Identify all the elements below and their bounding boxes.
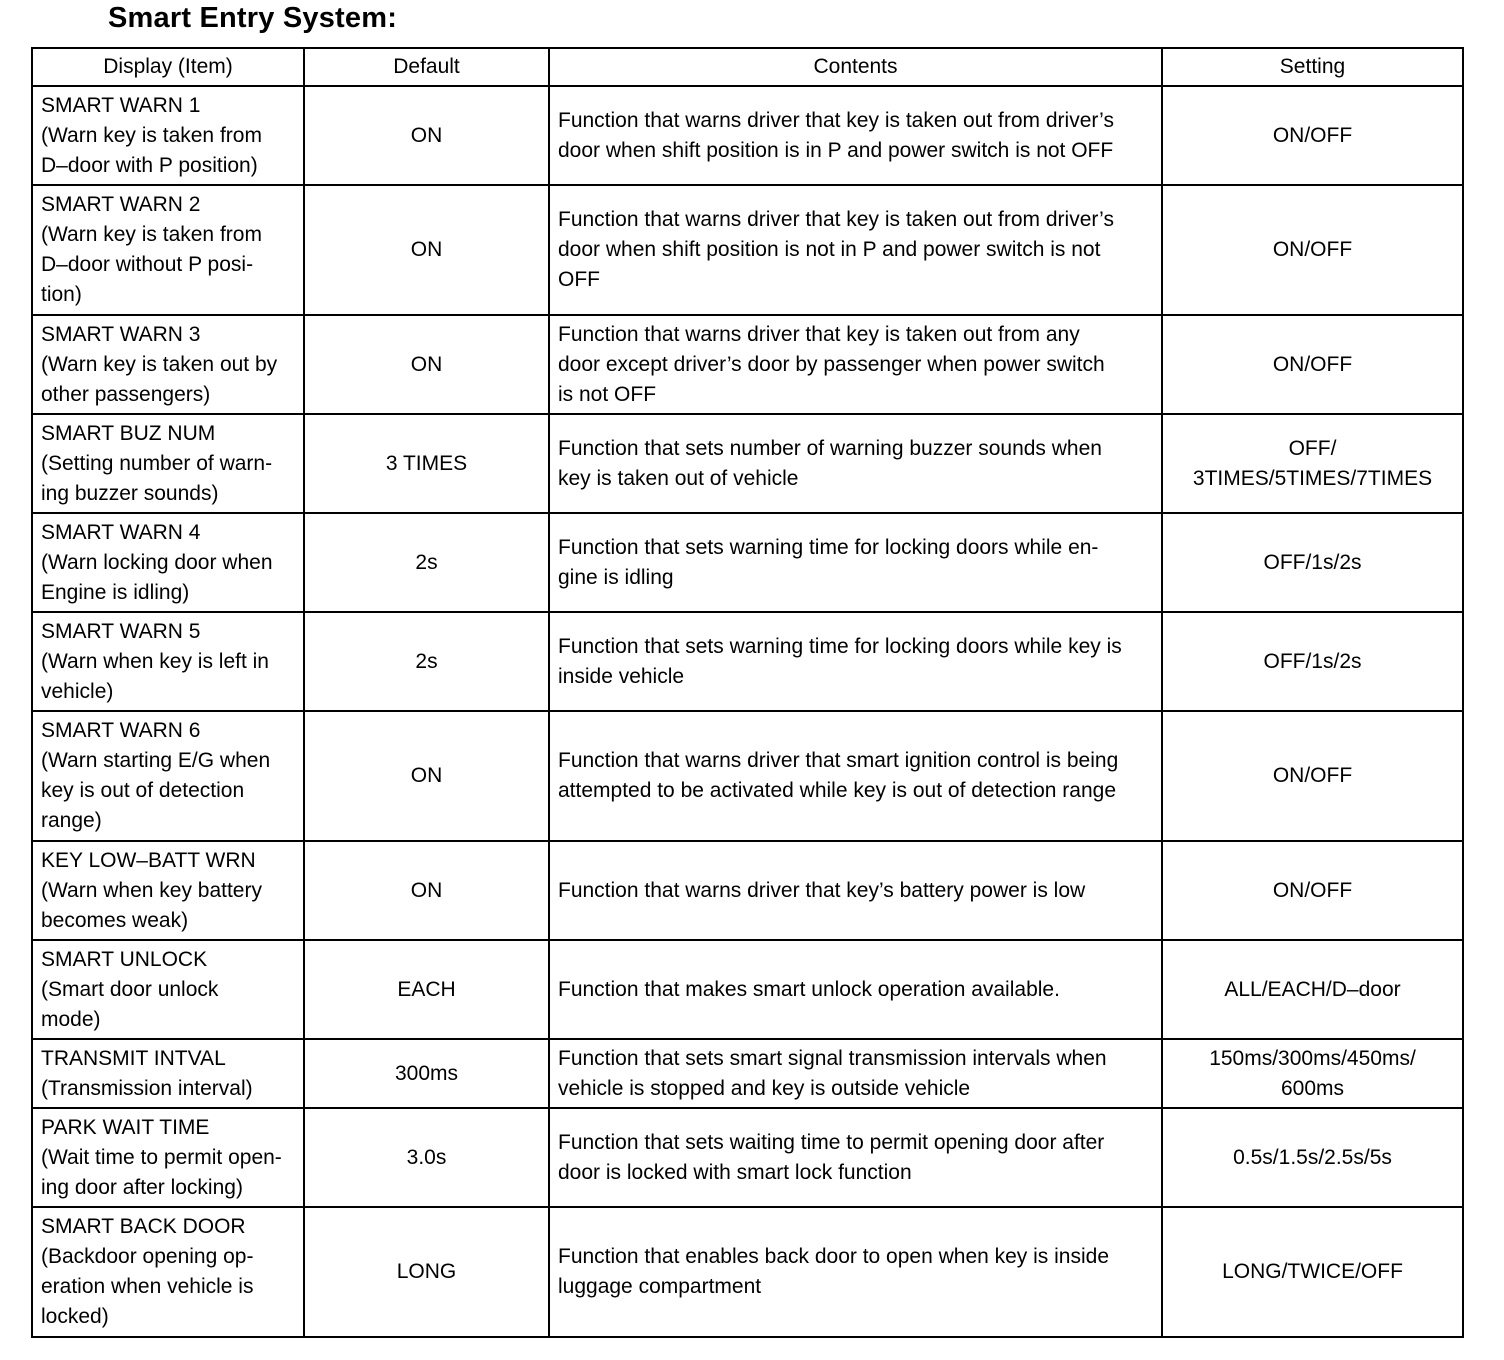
setting-cell-line: OFF/1s/2s bbox=[1263, 649, 1362, 673]
header-default: Default bbox=[304, 48, 549, 86]
default-cell bbox=[304, 841, 549, 940]
setting-cell-line: LONG/TWICE/OFF bbox=[1222, 1260, 1403, 1283]
display-item-cell-line: (Wait time to permit open- bbox=[41, 1145, 282, 1169]
contents-cell bbox=[549, 414, 1162, 513]
contents-cell-line: Function that warns driver that key is taken out from any bbox=[558, 322, 1080, 346]
contents-cell-line: Function that warns driver that smart ignition control is being bbox=[558, 749, 1119, 772]
display-item-cell bbox=[32, 86, 304, 185]
setting-cell bbox=[1162, 1108, 1463, 1207]
contents-cell bbox=[549, 841, 1162, 940]
contents-cell-line: inside vehicle bbox=[558, 664, 685, 688]
contents-cell-line: Function that makes smart unlock operation available. bbox=[558, 977, 1060, 1001]
display-item-cell-line: other passengers) bbox=[41, 382, 211, 406]
default-cell bbox=[304, 612, 549, 711]
setting-cell-line: ON/OFF bbox=[1272, 238, 1353, 261]
setting-cell-line: OFF/ bbox=[1288, 436, 1337, 460]
display-item-cell bbox=[32, 940, 304, 1039]
default-cell-line: ON bbox=[410, 764, 443, 787]
setting-cell bbox=[1162, 612, 1463, 711]
display-item-cell bbox=[32, 1039, 304, 1108]
display-item-cell-line: (Warn key is taken from bbox=[41, 123, 262, 147]
contents-cell-line: is not OFF bbox=[558, 382, 657, 406]
table-row bbox=[32, 185, 1463, 315]
contents-cell bbox=[549, 711, 1162, 841]
page-title: Smart Entry System: bbox=[108, 2, 398, 34]
display-item-cell-line: SMART WARN 4 bbox=[41, 520, 201, 544]
setting-cell-line: ON/OFF bbox=[1272, 764, 1353, 787]
default-cell-line: 2s bbox=[415, 550, 438, 574]
contents-cell-line: luggage compartment bbox=[558, 1275, 762, 1298]
display-item-cell-line: SMART WARN 1 bbox=[41, 93, 201, 117]
contents-cell bbox=[549, 612, 1162, 711]
display-item-cell bbox=[32, 1207, 304, 1337]
table-row bbox=[32, 841, 1463, 940]
display-item-cell-line: SMART WARN 5 bbox=[41, 619, 201, 643]
table-header-row bbox=[32, 48, 1463, 86]
contents-cell-line: Function that enables back door to open when key is inside bbox=[558, 1245, 1110, 1268]
contents-cell bbox=[549, 513, 1162, 612]
header-display-item: Display (Item) bbox=[32, 48, 304, 86]
default-cell-line: EACH bbox=[397, 977, 456, 1001]
default-cell-line: ON bbox=[410, 878, 443, 902]
display-item-cell-line: vehicle) bbox=[41, 679, 114, 703]
table-row bbox=[32, 711, 1463, 841]
display-item-cell-line: tion) bbox=[41, 283, 82, 306]
setting-cell bbox=[1162, 315, 1463, 414]
contents-cell bbox=[549, 315, 1162, 414]
default-cell bbox=[304, 1207, 549, 1337]
setting-cell-line: OFF/1s/2s bbox=[1263, 550, 1362, 574]
default-cell bbox=[304, 940, 549, 1039]
setting-cell-line: 150ms/300ms/450ms/ bbox=[1209, 1046, 1416, 1070]
default-cell-line: ON bbox=[410, 123, 443, 147]
setting-cell-line: ON/OFF bbox=[1272, 123, 1353, 147]
contents-cell-line: door is locked with smart lock function bbox=[558, 1160, 912, 1184]
contents-cell-line: vehicle is stopped and key is outside vehicle bbox=[558, 1076, 971, 1100]
contents-cell-line: Function that sets number of warning buzzer sounds when bbox=[558, 436, 1102, 460]
default-cell bbox=[304, 315, 549, 414]
display-item-cell-line: (Smart door unlock bbox=[41, 977, 219, 1001]
contents-cell-line: door when shift position is not in P and power switch is not bbox=[558, 238, 1101, 261]
display-item-cell-line: Engine is idling) bbox=[41, 580, 190, 604]
setting-cell-line: ON/OFF bbox=[1272, 878, 1353, 902]
display-item-cell-line: (Warn key is taken out by bbox=[41, 352, 278, 376]
display-item-cell-line: SMART WARN 6 bbox=[41, 719, 201, 742]
default-cell-line: 3.0s bbox=[406, 1145, 447, 1169]
default-cell-line: LONG bbox=[396, 1260, 457, 1283]
table-row bbox=[32, 513, 1463, 612]
default-cell-line: ON bbox=[410, 352, 443, 376]
contents-cell-line: OFF bbox=[558, 268, 600, 291]
display-item-cell-line: D–door without P posi- bbox=[41, 253, 254, 276]
setting-cell bbox=[1162, 940, 1463, 1039]
table-row bbox=[32, 1039, 1463, 1108]
contents-cell-line: Function that sets smart signal transmission intervals when bbox=[558, 1046, 1107, 1070]
display-item-cell-line: (Backdoor opening op- bbox=[41, 1245, 254, 1268]
table-row bbox=[32, 1207, 1463, 1337]
header-setting: Setting bbox=[1162, 48, 1463, 86]
display-item-cell-line: SMART WARN 3 bbox=[41, 322, 201, 346]
display-item-cell-line: locked) bbox=[41, 1305, 109, 1328]
contents-cell bbox=[549, 1207, 1162, 1337]
display-item-cell-line: (Warn when key battery bbox=[41, 878, 262, 902]
contents-cell-line: Function that sets warning time for locking doors while en- bbox=[558, 535, 1099, 559]
contents-cell-line: Function that sets waiting time to permit opening door after bbox=[558, 1130, 1105, 1154]
setting-cell bbox=[1162, 414, 1463, 513]
table-row bbox=[32, 315, 1463, 414]
table-row bbox=[32, 86, 1463, 185]
contents-cell-line: door when shift position is in P and power switch is not OFF bbox=[558, 138, 1114, 162]
contents-cell bbox=[549, 185, 1162, 315]
setting-cell bbox=[1162, 185, 1463, 315]
display-item-cell-line: SMART WARN 2 bbox=[41, 193, 201, 216]
display-item-cell-line: range) bbox=[41, 809, 102, 832]
table-row bbox=[32, 940, 1463, 1039]
display-item-cell bbox=[32, 711, 304, 841]
display-item-cell-line: (Warn starting E/G when bbox=[41, 749, 271, 772]
contents-cell bbox=[549, 1108, 1162, 1207]
default-cell-line: ON bbox=[410, 238, 443, 261]
display-item-cell bbox=[32, 315, 304, 414]
setting-cell-line: ALL/EACH/D–door bbox=[1224, 977, 1401, 1001]
display-item-cell-line: D–door with P position) bbox=[41, 153, 258, 177]
display-item-cell-line: (Transmission interval) bbox=[41, 1076, 253, 1100]
setting-cell bbox=[1162, 1039, 1463, 1108]
setting-cell bbox=[1162, 841, 1463, 940]
default-cell-line: 300ms bbox=[394, 1061, 459, 1085]
setting-cell-line: 600ms bbox=[1280, 1076, 1345, 1100]
display-item-cell-line: SMART BUZ NUM bbox=[41, 421, 216, 445]
contents-cell-line: door except driver’s door by passenger when power switch bbox=[558, 352, 1105, 376]
default-cell bbox=[304, 1108, 549, 1207]
display-item-cell bbox=[32, 513, 304, 612]
display-item-cell-line: eration when vehicle is bbox=[41, 1275, 254, 1298]
display-item-cell-line: (Setting number of warn- bbox=[41, 451, 273, 475]
display-item-cell-line: PARK WAIT TIME bbox=[41, 1115, 210, 1139]
default-cell bbox=[304, 513, 549, 612]
default-cell bbox=[304, 86, 549, 185]
table-body bbox=[32, 86, 1463, 1337]
display-item-cell-line: ing door after locking) bbox=[41, 1175, 243, 1199]
display-item-cell bbox=[32, 841, 304, 940]
contents-cell-line: Function that warns driver that key’s battery power is low bbox=[558, 878, 1086, 902]
display-item-cell bbox=[32, 1108, 304, 1207]
default-cell bbox=[304, 1039, 549, 1108]
display-item-cell-line: key is out of detection bbox=[41, 779, 245, 802]
display-item-cell-line: (Warn when key is left in bbox=[41, 649, 269, 673]
contents-cell-line: Function that sets warning time for locking doors while key is bbox=[558, 634, 1122, 658]
contents-cell bbox=[549, 1039, 1162, 1108]
setting-cell bbox=[1162, 1207, 1463, 1337]
setting-cell bbox=[1162, 86, 1463, 185]
default-cell bbox=[304, 711, 549, 841]
display-item-cell-line: TRANSMIT INTVAL bbox=[41, 1046, 226, 1070]
table-row bbox=[32, 414, 1463, 513]
default-cell-line: 2s bbox=[415, 649, 438, 673]
smart-entry-table bbox=[31, 47, 1464, 1338]
setting-cell bbox=[1162, 711, 1463, 841]
display-item-cell-line: mode) bbox=[41, 1007, 101, 1031]
default-cell bbox=[304, 414, 549, 513]
display-item-cell bbox=[32, 612, 304, 711]
display-item-cell-line: SMART BACK DOOR bbox=[41, 1215, 246, 1238]
contents-cell-line: gine is idling bbox=[558, 565, 674, 589]
default-cell bbox=[304, 185, 549, 315]
contents-cell-line: attempted to be activated while key is out of detection range bbox=[558, 779, 1117, 802]
display-item-cell-line: SMART UNLOCK bbox=[41, 947, 208, 971]
setting-cell-line: ON/OFF bbox=[1272, 352, 1353, 376]
display-item-cell bbox=[32, 414, 304, 513]
contents-cell-line: Function that warns driver that key is taken out from driver’s bbox=[558, 108, 1114, 132]
table-row bbox=[32, 1108, 1463, 1207]
contents-cell-line: key is taken out of vehicle bbox=[558, 466, 799, 490]
default-cell-line: 3 TIMES bbox=[385, 451, 468, 475]
setting-cell-line: 3TIMES/5TIMES/7TIMES bbox=[1192, 466, 1433, 490]
contents-cell bbox=[549, 940, 1162, 1039]
contents-cell bbox=[549, 86, 1162, 185]
display-item-cell-line: ing buzzer sounds) bbox=[41, 481, 219, 505]
contents-cell-line: Function that warns driver that key is taken out from driver’s bbox=[558, 208, 1114, 231]
display-item-cell-line: (Warn key is taken from bbox=[41, 223, 262, 246]
table-row bbox=[32, 612, 1463, 711]
display-item-cell-line: becomes weak) bbox=[41, 908, 189, 932]
header-contents: Contents bbox=[549, 48, 1162, 86]
display-item-cell-line: (Warn locking door when bbox=[41, 550, 273, 574]
display-item-cell bbox=[32, 185, 304, 315]
display-item-cell-line: KEY LOW–BATT WRN bbox=[41, 848, 256, 872]
setting-cell-line: 0.5s/1.5s/2.5s/5s bbox=[1233, 1145, 1392, 1169]
setting-cell bbox=[1162, 513, 1463, 612]
